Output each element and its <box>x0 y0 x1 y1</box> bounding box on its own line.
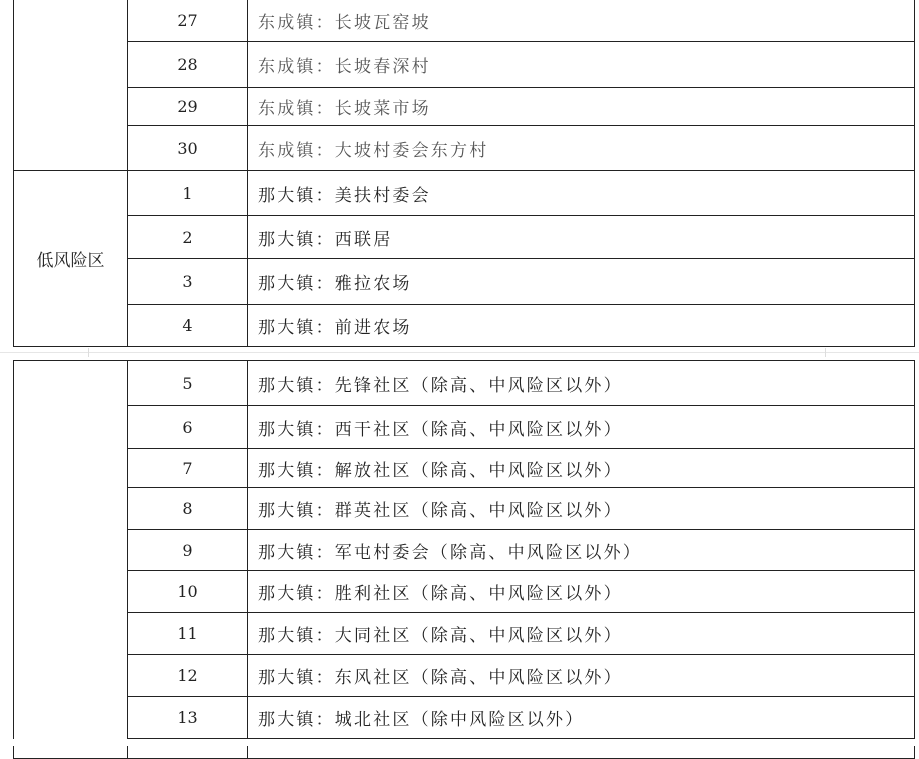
table-row <box>14 655 915 697</box>
table-row <box>14 126 915 171</box>
location-cell: 那大镇：东风社区（除高、中风险区以外） <box>248 655 915 697</box>
table-row <box>14 406 915 449</box>
location-cell: 那大镇：雅拉农场 <box>248 259 915 305</box>
page-break-line <box>0 352 919 353</box>
risk-table-page2 <box>13 360 915 759</box>
table-row <box>14 530 915 571</box>
table-row <box>14 697 915 739</box>
row-number: 4 <box>128 305 248 347</box>
page-break <box>0 347 919 359</box>
location-cell: 那大镇：前进农场 <box>248 305 915 347</box>
row-number: 2 <box>128 216 248 259</box>
location-cell: 那大镇：解放社区（除高、中风险区以外） <box>248 449 915 488</box>
row-number: 3 <box>128 259 248 305</box>
table-row <box>14 305 915 347</box>
location-cell: 那大镇：西联居 <box>248 216 915 259</box>
page-corner-mark-right <box>825 348 826 357</box>
location-cell: 那大镇：城北社区（除中风险区以外） <box>248 697 915 739</box>
row-number: 28 <box>128 42 248 88</box>
table-row <box>14 259 915 305</box>
row-number: 11 <box>128 613 248 655</box>
location-cell: 东成镇：长坡春深村 <box>248 42 915 88</box>
row-number: 6 <box>128 406 248 449</box>
row-number: 9 <box>128 530 248 571</box>
row-number: 29 <box>128 88 248 126</box>
row-number: 12 <box>128 655 248 697</box>
location-cell: 那大镇：大同社区（除高、中风险区以外） <box>248 613 915 655</box>
table-row <box>14 361 915 406</box>
location-cell: 那大镇：军屯村委会（除高、中风险区以外） <box>248 530 915 571</box>
category-cell-low-risk-continued <box>14 361 128 759</box>
category-cell-continued <box>14 0 128 171</box>
location-cell: 那大镇：美扶村委会 <box>248 171 915 216</box>
category-label-low-risk: 低风险区 <box>14 171 128 347</box>
row-number: 30 <box>128 126 248 171</box>
location-cell: 那大镇：先锋社区（除高、中风险区以外） <box>248 361 915 406</box>
viewport-bottom-edge <box>0 739 919 746</box>
location-cell: 东成镇：大坡村委会东方村 <box>248 126 915 171</box>
risk-table-page1 <box>13 0 915 347</box>
location-cell: 那大镇：西干社区（除高、中风险区以外） <box>248 406 915 449</box>
location-cell: 那大镇：胜利社区（除高、中风险区以外） <box>248 571 915 613</box>
row-number: 10 <box>128 571 248 613</box>
row-number: 1 <box>128 171 248 216</box>
row-number: 13 <box>128 697 248 739</box>
table-row <box>14 171 915 216</box>
table-row <box>14 571 915 613</box>
row-number: 5 <box>128 361 248 406</box>
location-cell: 东成镇：长坡菜市场 <box>248 88 915 126</box>
table-row <box>14 88 915 126</box>
row-number: 27 <box>128 0 248 42</box>
table-row <box>14 613 915 655</box>
row-number: 7 <box>128 449 248 488</box>
table-row <box>14 216 915 259</box>
location-cell: 那大镇：群英社区（除高、中风险区以外） <box>248 488 915 530</box>
table-row <box>14 42 915 88</box>
table-row <box>14 488 915 530</box>
row-number: 8 <box>128 488 248 530</box>
location-cell: 东成镇：长坡瓦窑坡 <box>248 0 915 42</box>
table-row <box>14 0 915 42</box>
page-corner-mark-left <box>88 348 89 357</box>
table-row <box>14 449 915 488</box>
